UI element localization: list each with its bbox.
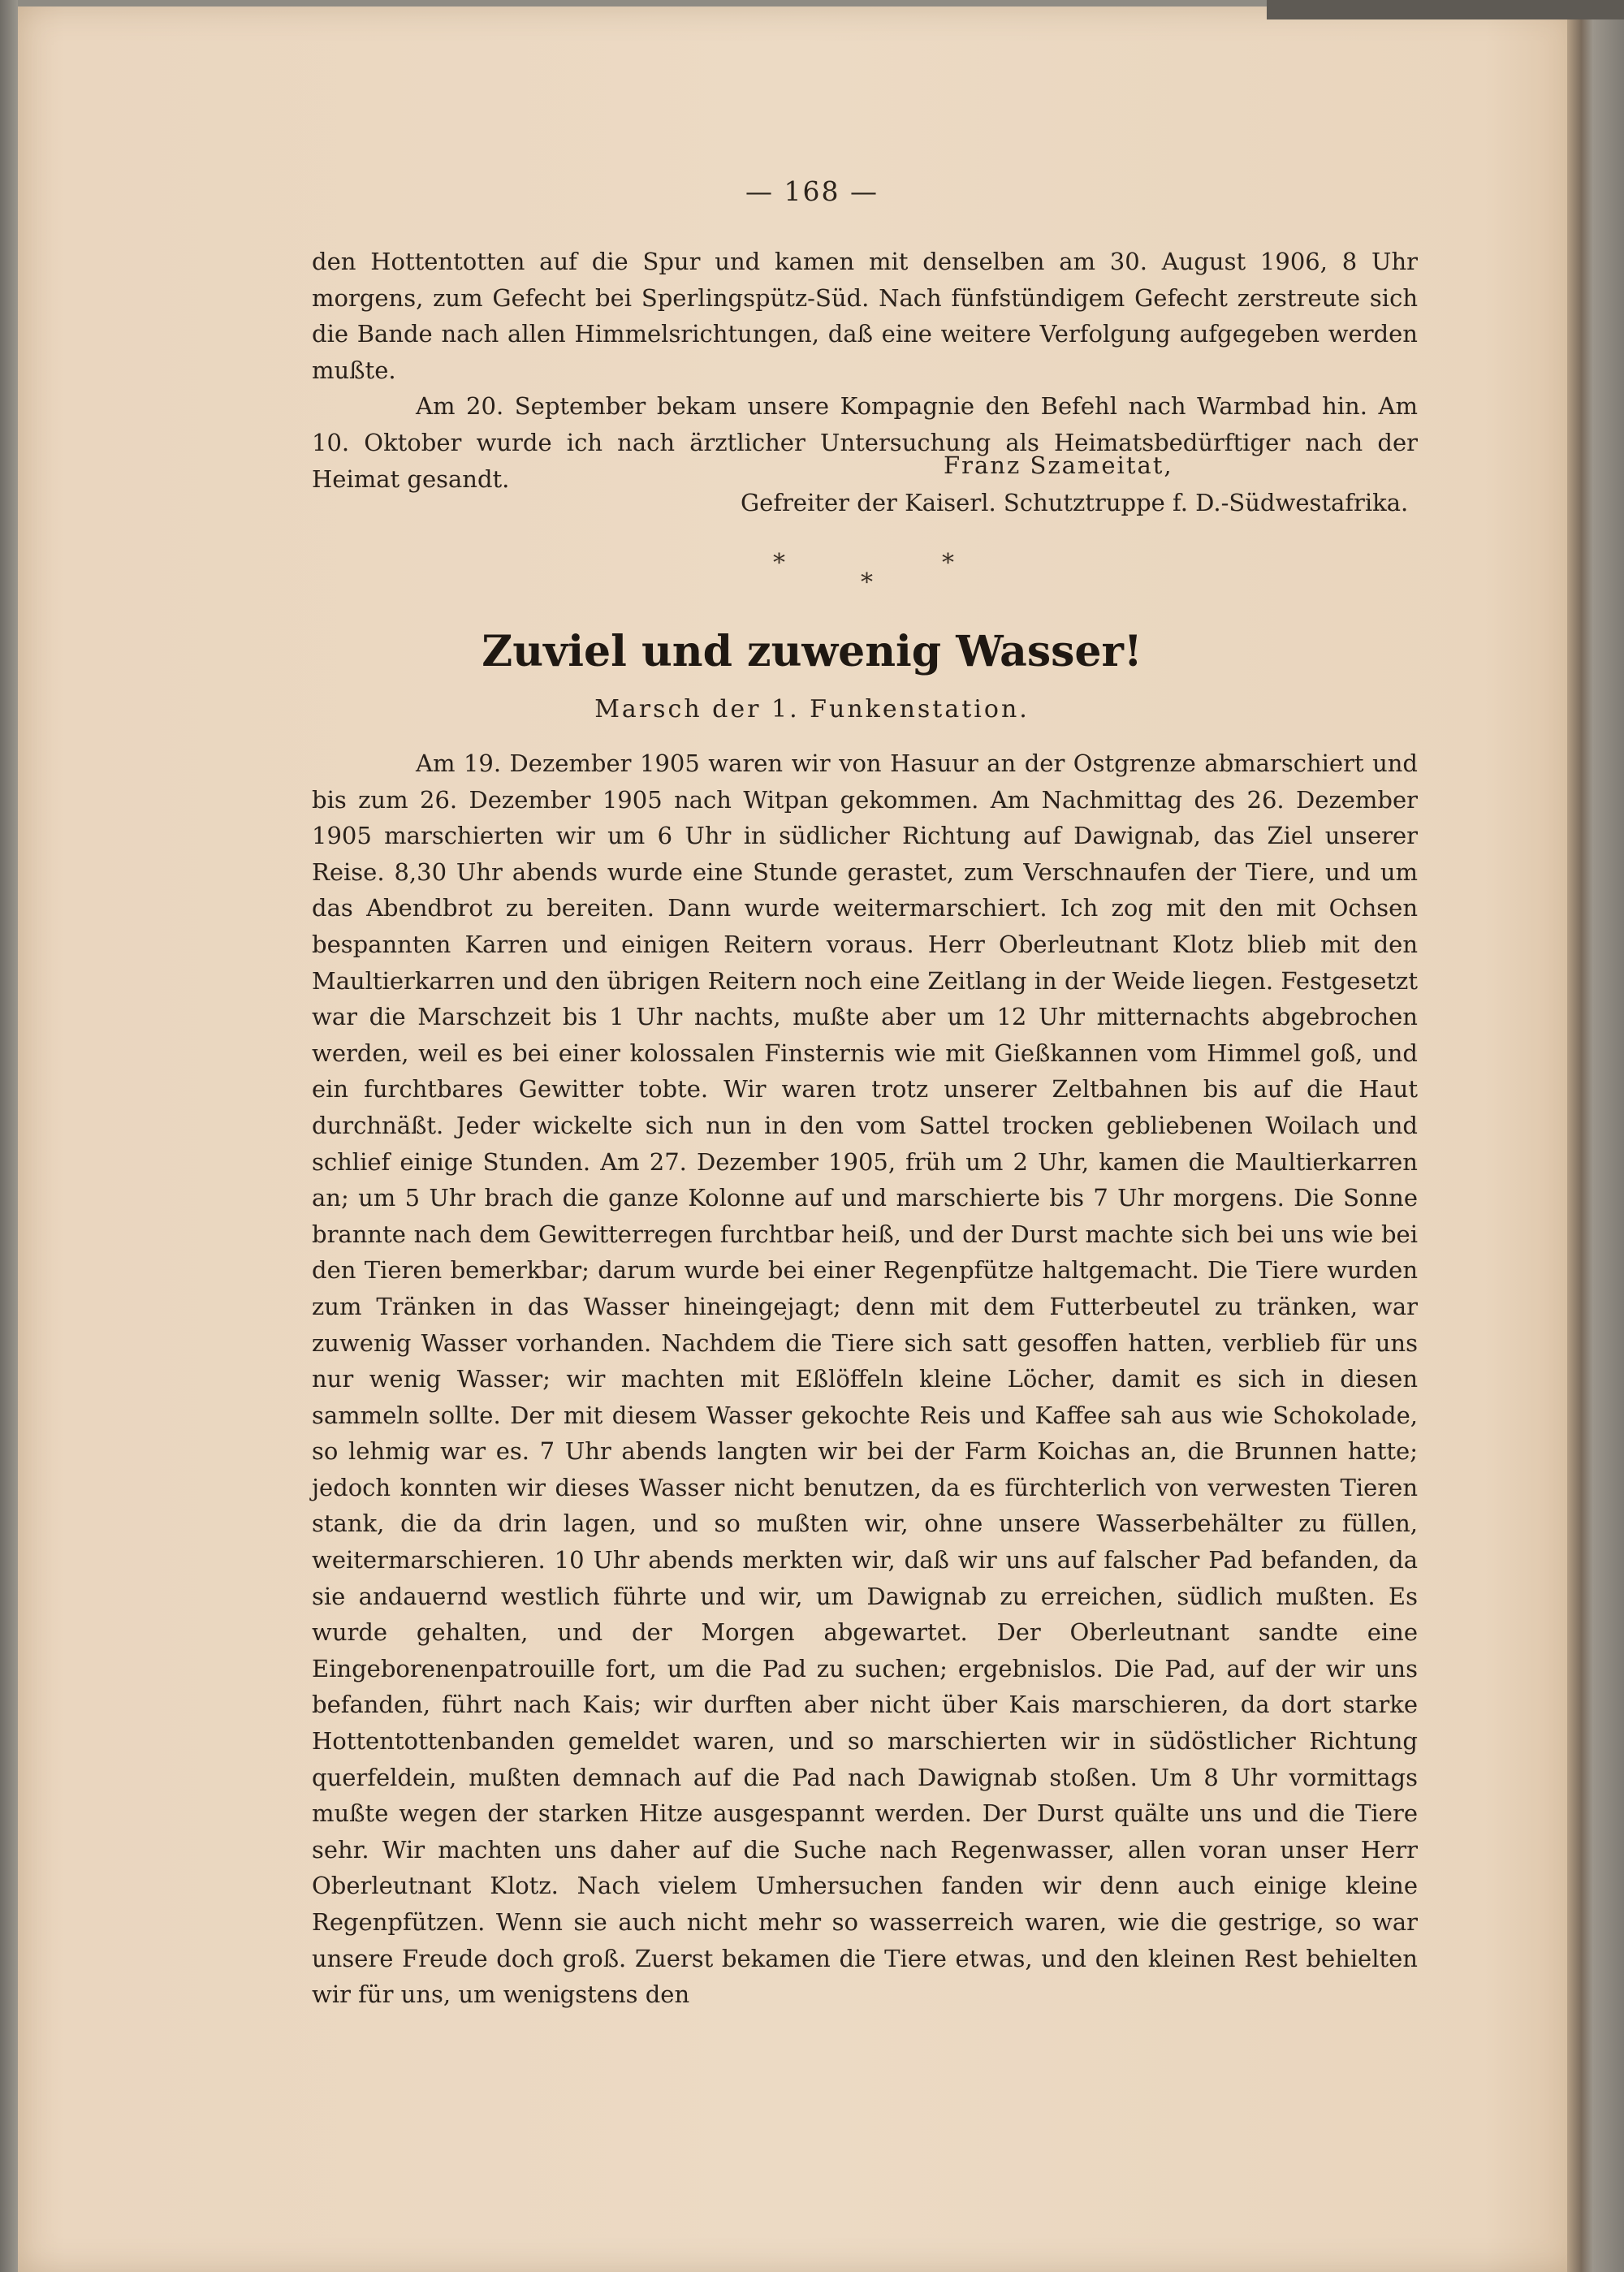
section-title: Zuviel und zuwenig Wasser! xyxy=(482,627,1142,676)
body-paragraph: Am 19. Dezember 1905 waren wir von Hasuur an der Ostgrenze abmarschiert und bis zum 26. Dezember 1905 nach Witpan gekommen. Am Nachmittag des 26. Dezember 1905 marschierten wir um 6 Uhr in südlicher Richtung auf Dawignab, das Ziel unserer Reise. 8,30 Uhr abends wurde eine Stunde gerastet, zum Verschnaufen der Tiere, und um das Abendbrot zu bereiten. Dann wurde weitermarschiert. Ich zog mit den mit Ochsen bespannten Karren und einigen Reitern voraus. Herr Oberleutnant Klotz blieb mit den Maultierkarren und den übrigen Reitern noch eine Zeitlang in der Weide liegen. Festgesetzt war die Marschzeit bis 1 Uhr nachts, mußte aber um 12 Uhr mitternachts abgebrochen werden, weil es bei einer kolossalen Finsternis wie mit Gießkannen vom Himmel goß, und ein furchtbares Gewitter tobte. Wir waren trotz unserer Zeltbahnen bis auf die Haut durchnäßt. Jeder wickelte sich nun in den vom Sattel trocken gebliebenen Woilach und schlief einige Stunden. Am 27. Dezember 1905, früh um 2 Uhr, kamen die Maultierkarren an; um 5 Uhr brach die ganze Kolonne auf und marschierte bis 7 Uhr morgens. Die Sonne brannte nach dem Gewitterregen furchtbar heiß, und der Durst machte sich bei uns wie bei den Tieren bemerkbar; darum wurde bei einer Regenpfütze haltgemacht. Die Tiere wurden zum Tränken in das Wasser hineingejagt; denn mit dem Futterbeutel zu tränken, war zuwenig Wasser vorhanden. Nachdem die Tiere sich satt gesoffen hatten, verblieb für uns nur wenig Wasser; wir machten mit Eßlöffeln kleine Löcher, damit es sich in diesen sammeln sollte. Der mit diesem Wasser gekochte Reis und Kaffee sah aus wie Schokolade, so lehmig war es. 7 Uhr abends langten wir bei der Farm Koichas an, die Brunnen hatte; jedoch konnten wir dieses Wasser nicht benutzen, da es fürchterlich von verwesten Tieren stank, die da drin lagen, und so mußten wir, ohne unsere Wasserbehälter zu füllen, weitermarschieren. 10 Uhr abends merkten wir, daß wir uns auf falscher Pad befanden, da sie andauernd westlich führte und wir, um Dawignab zu erreichen, südlich mußten. Es wurde gehalten, und der Morgen abgewartet. Der Oberleutnant sandte eine Eingeborenenpatrouille fort, um die Pad zu suchen; ergebnislos. Die Pad, auf der wir uns befanden, führt nach Kais; wir durften aber nicht über Kais marschieren, da dort starke Hottentottenbanden gemeldet waren, und so marschierten wir in südöstlicher Richtung querfeldein, mußten demnach auf die Pad nach Dawignab stoßen. Um 8 Uhr vormittags mußte wegen der starken Hitze ausgespannt werden. Der Durst quälte uns und die Tiere sehr. Wir machten uns daher auf die Suche nach Regenwasser, allen voran unser Herr Oberleutnant Klotz. Nach vielem Umhersuchen fanden wir denn auch einige kleine Regenpfützen. Wenn sie auch nicht mehr so wasserreich waren, wie die gestrige, so war unsere Freude doch groß. Zuerst bekamen die Tiere etwas, und den kleinen Rest behielten wir für uns, um wenigstens den xyxy=(312,749,1418,2009)
page-number: — 168 — xyxy=(745,175,879,207)
separator-star: * xyxy=(942,549,954,577)
separator-star: * xyxy=(773,549,785,577)
intro-text xyxy=(312,244,1418,497)
intro-paragraph-2: Am 20. September bekam unsere Kompagnie den Befehl nach Warmbad hin. Am 10. Oktober wurde ich nach ärztlicher Untersuchung als Heimatsbedürftiger nach der Heimat gesandt. xyxy=(312,392,1418,493)
section-subtitle: Marsch der 1. Funkenstation. xyxy=(594,695,1030,723)
body-text xyxy=(312,745,1418,2013)
separator-star: * xyxy=(861,568,873,597)
book-binding-edge xyxy=(1567,0,1624,2272)
signature-rank: Gefreiter der Kaiserl. Schutztruppe f. D.-Südwestafrika. xyxy=(741,489,1409,516)
left-page-edge xyxy=(0,0,18,2272)
cover-edge xyxy=(1267,0,1624,19)
signature-name: Franz Szameitat, xyxy=(944,451,1173,479)
intro-paragraph-1: den Hottentotten auf die Spur und kamen mit denselben am 30. August 1906, 8 Uhr morgens, zum Gefecht bei Sperlingspütz-Süd. Nach fünfstündigem Gefecht zerstreute sich die Bande nach allen Himmelsrichtungen, daß eine weitere Verfolgung aufgegeben werden mußte. xyxy=(312,248,1418,384)
